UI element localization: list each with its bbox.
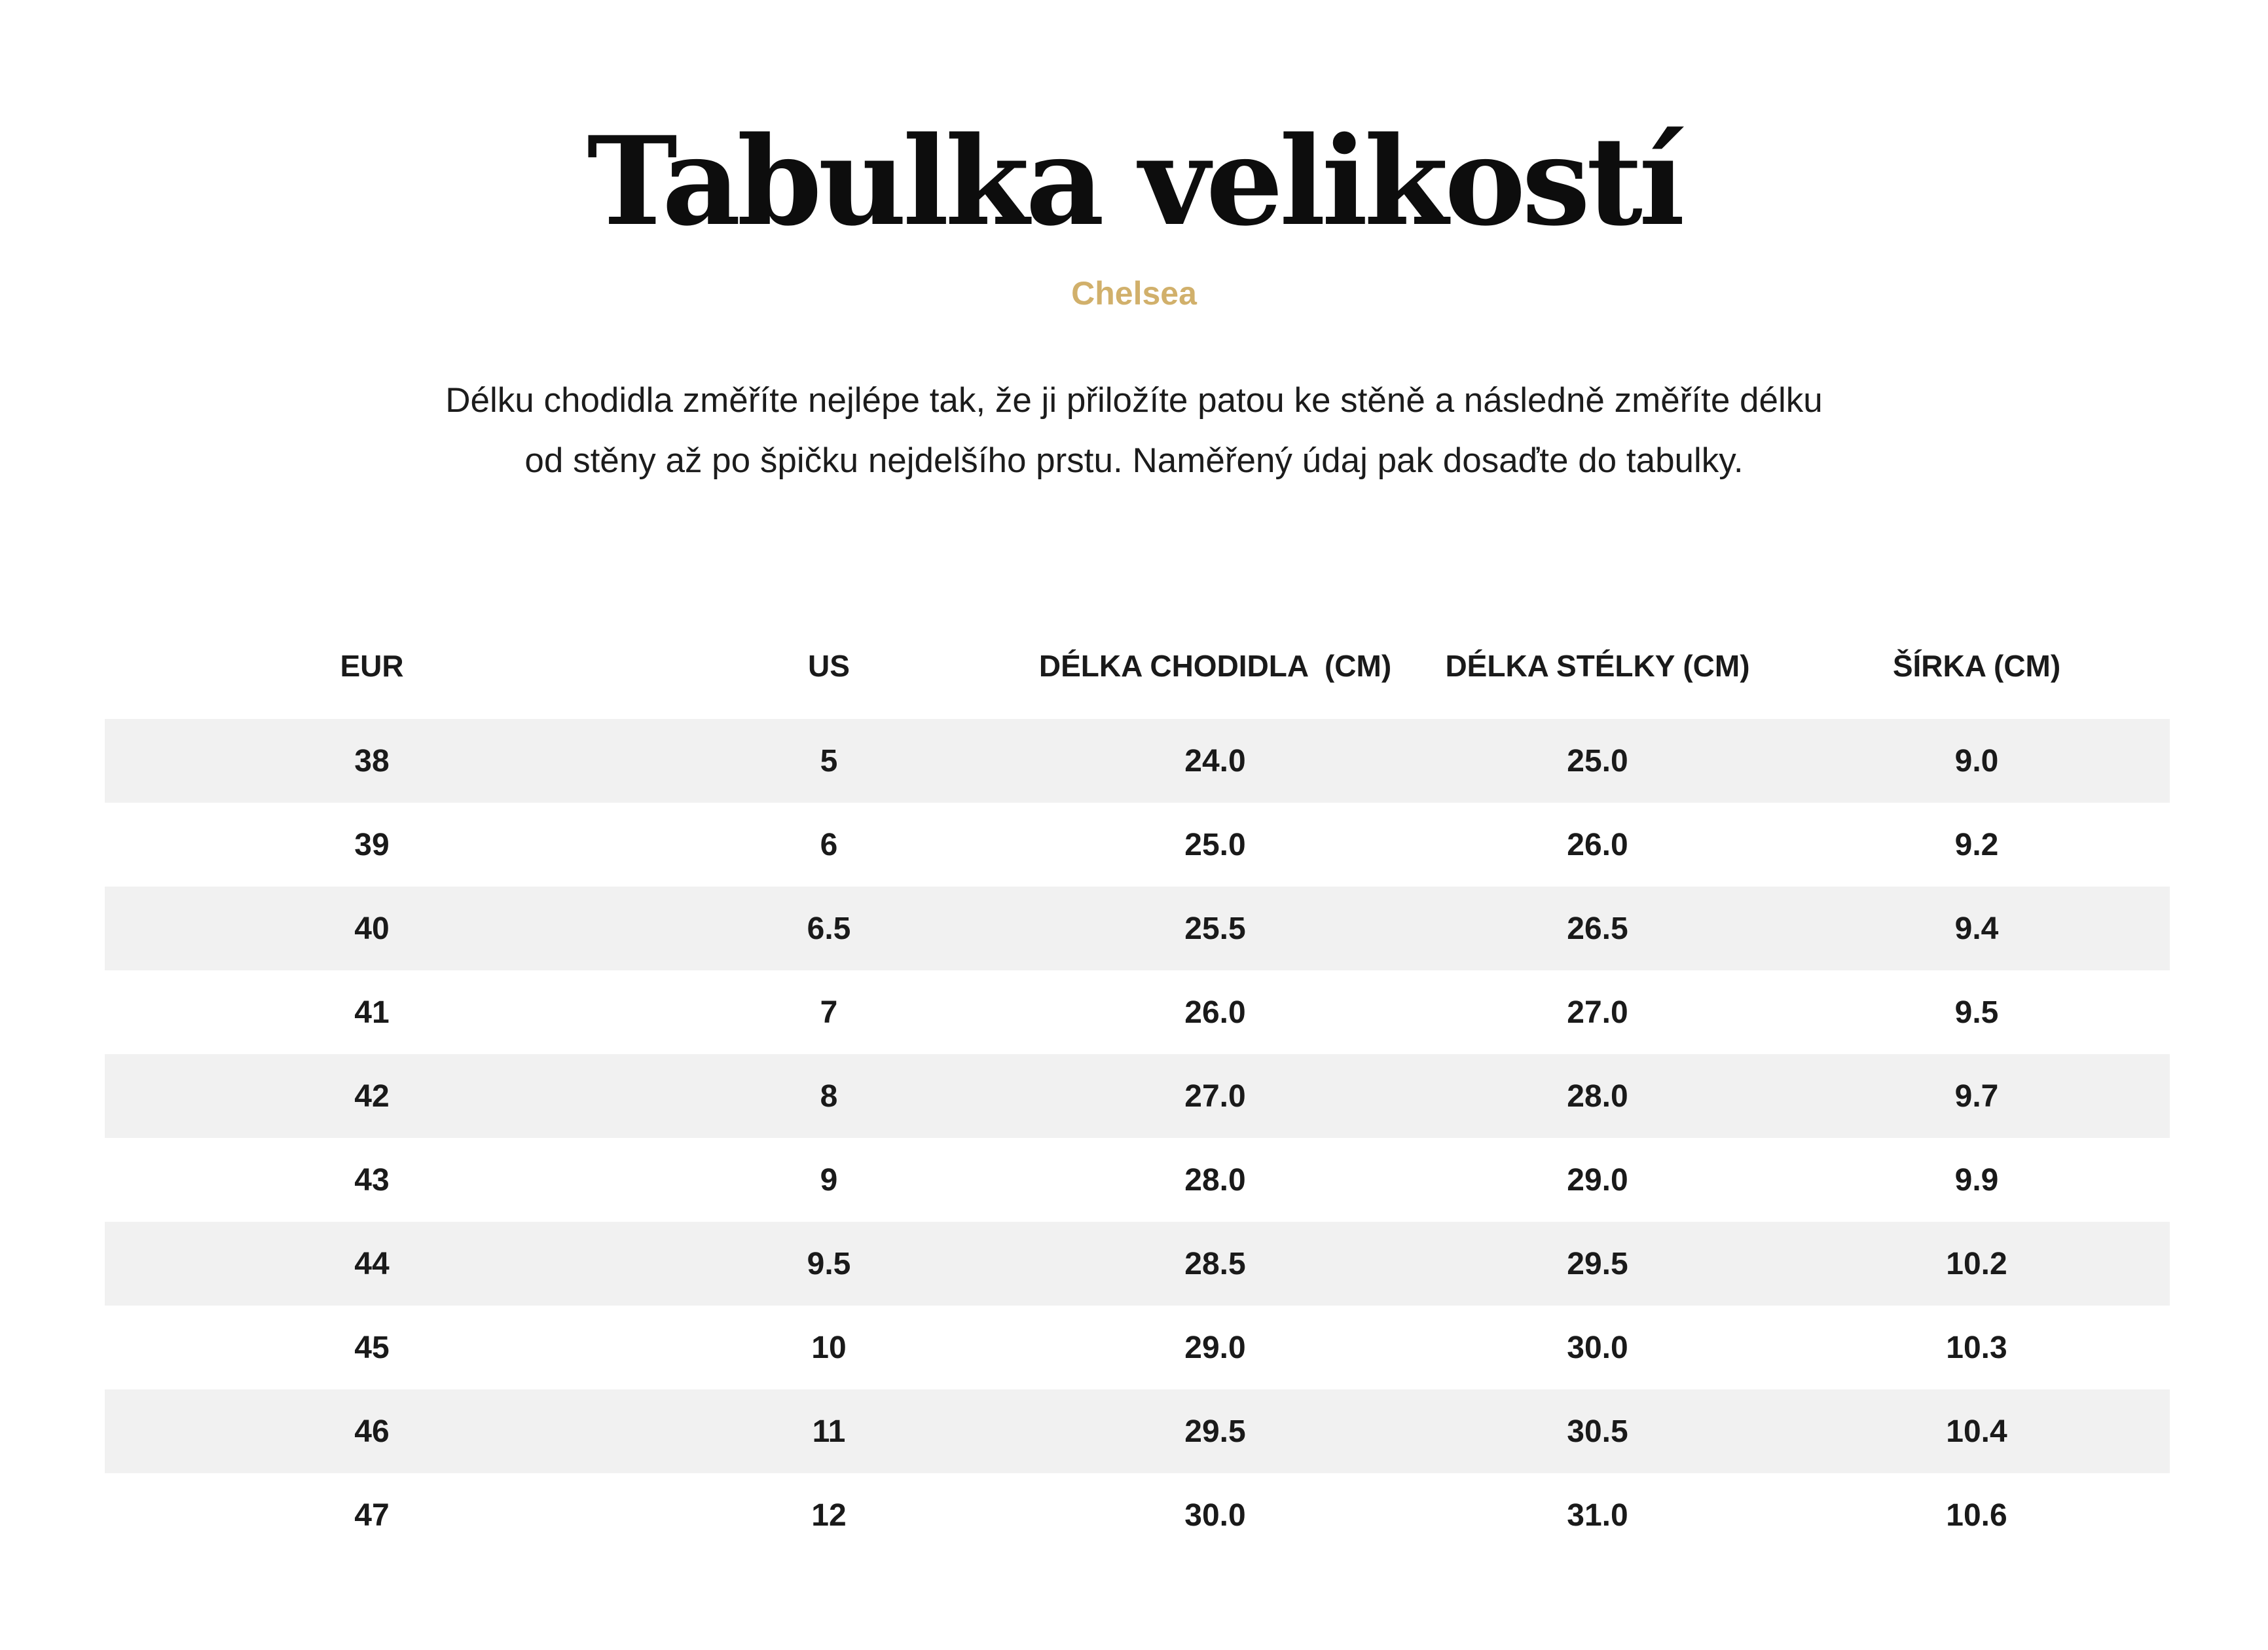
header-foot-length: DÉLKA CHODIDLA (CM): [1038, 649, 1392, 683]
measuring-instructions: [316, 371, 1952, 491]
cell-foot-length: 28.0: [1184, 1162, 1246, 1198]
cell-eur: 43: [354, 1162, 390, 1198]
table-row: [105, 1473, 2170, 1557]
cell-insole-length: 26.5: [1412, 887, 1783, 970]
cell-us: 9: [820, 1162, 838, 1198]
cell-eur: 47: [354, 1497, 390, 1533]
instructions-line-1: Délku chodidla změříte nejlépe tak, že ji přiložíte patou ke stěně a následně změříte délku: [445, 381, 1823, 420]
cell-width: 9.0: [1783, 719, 2170, 803]
cell-us: 5: [639, 719, 1019, 803]
cell-eur: 46: [105, 1389, 639, 1473]
cell-eur: 41: [354, 995, 390, 1030]
header-eur: EUR: [340, 649, 404, 683]
cell-foot-length: 25.0: [1184, 827, 1246, 862]
cell-insole-length: 28.0: [1412, 1054, 1783, 1138]
cell-insole-length: 25.0: [1412, 719, 1783, 803]
cell-width: 9.2: [1954, 827, 1999, 862]
cell-us: 11: [639, 1389, 1019, 1473]
cell-us: 12: [811, 1497, 847, 1533]
cell-foot-length: 25.5: [1019, 887, 1412, 970]
cell-width: 9.5: [1954, 995, 1999, 1030]
cell-us: 8: [639, 1054, 1019, 1138]
table-row: [105, 1306, 2170, 1389]
cell-foot-length: 24.0: [1019, 719, 1412, 803]
cell-us: 6.5: [639, 887, 1019, 970]
cell-foot-length: 29.0: [1184, 1330, 1246, 1365]
header-us: US: [808, 649, 850, 683]
page-title: Tabulka velikostí: [587, 109, 1681, 253]
cell-width: 10.6: [1946, 1497, 2007, 1533]
cell-width: 10.4: [1783, 1389, 2170, 1473]
cell-width: 9.4: [1783, 887, 2170, 970]
instructions-line-2: od stěny až po špičku nejdelšího prstu. Naměřený údaj pak dosaďte do tabulky.: [524, 441, 1744, 480]
size-table: [105, 622, 2170, 1557]
cell-us: 6: [820, 827, 838, 862]
cell-foot-length: 27.0: [1019, 1054, 1412, 1138]
header-width: ŠÍRKA (CM): [1892, 649, 2061, 683]
cell-us: 10: [811, 1330, 847, 1365]
cell-us: 9.5: [639, 1222, 1019, 1306]
cell-insole-length: 29.5: [1412, 1222, 1783, 1306]
cell-insole-length: 30.5: [1412, 1389, 1783, 1473]
cell-foot-length: 26.0: [1184, 995, 1246, 1030]
cell-us: 7: [820, 995, 838, 1030]
cell-width: 9.9: [1954, 1162, 1999, 1198]
table-row: [105, 1389, 2170, 1473]
table-row: [105, 1054, 2170, 1138]
cell-eur: 39: [354, 827, 390, 862]
header-spacer: [105, 710, 2170, 719]
cell-eur: 40: [105, 887, 639, 970]
cell-eur: 44: [105, 1222, 639, 1306]
table-row: [105, 887, 2170, 970]
cell-foot-length: 30.0: [1184, 1497, 1246, 1533]
table-row: [105, 803, 2170, 887]
cell-width: 10.3: [1946, 1330, 2007, 1365]
cell-eur: 42: [105, 1054, 639, 1138]
cell-eur: 38: [105, 719, 639, 803]
table-header-row: [105, 622, 2170, 710]
product-subtitle: Chelsea: [1071, 275, 1197, 312]
cell-foot-length: 28.5: [1019, 1222, 1412, 1306]
cell-insole-length: 26.0: [1567, 827, 1628, 862]
cell-insole-length: 27.0: [1567, 995, 1628, 1030]
table-row: [105, 1222, 2170, 1306]
cell-foot-length: 29.5: [1019, 1389, 1412, 1473]
table-row: [105, 1138, 2170, 1222]
table-row: [105, 719, 2170, 803]
cell-insole-length: 30.0: [1567, 1330, 1628, 1365]
table-row: [105, 970, 2170, 1054]
header-insole-length: DÉLKA STÉLKY (CM): [1445, 649, 1750, 683]
cell-insole-length: 31.0: [1567, 1497, 1628, 1533]
cell-width: 9.7: [1783, 1054, 2170, 1138]
cell-insole-length: 29.0: [1567, 1162, 1628, 1198]
cell-width: 10.2: [1783, 1222, 2170, 1306]
cell-eur: 45: [354, 1330, 390, 1365]
